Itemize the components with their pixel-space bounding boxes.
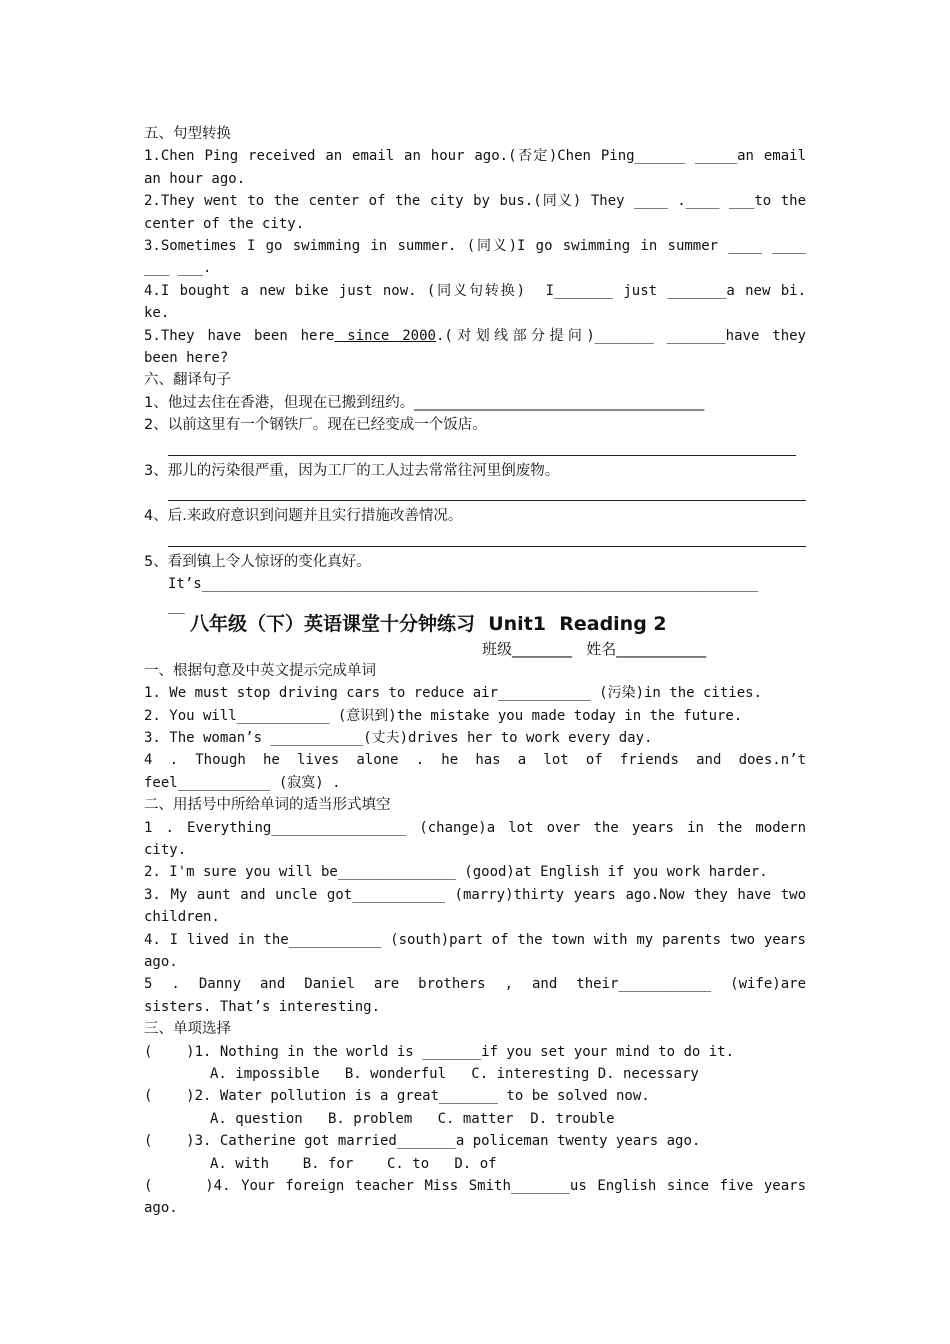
question-options: A. with B. for C. to D. of <box>210 1155 497 1172</box>
exercise-line: center of the city. <box>144 215 305 232</box>
exercise-line: feel___________ (寂寞) . <box>144 774 341 791</box>
question-stem: ( )3. Catherine got married_______a policeman twenty years ago. <box>144 1133 701 1150</box>
exercise-line: 3.Sometimes I go swimming in summer. (同义)I go swimming in summer ____ ____ <box>144 238 806 255</box>
question-stem: ( )2. Water pollution is a great_______ to be solved now. <box>144 1088 650 1105</box>
exercise-line: sisters. That’s interesting. <box>144 998 381 1015</box>
question-stem: ( )4. Your foreign teacher Miss Smith_______us English since five years <box>144 1178 806 1195</box>
question-options: A. impossible B. wonderful C. interesting D. necessary <box>210 1066 699 1083</box>
exercise-line: an hour ago. <box>144 170 246 187</box>
question-stem: ( )1. Nothing in the world is _______if you set your mind to do it. <box>144 1043 735 1060</box>
exercise-line: been here? <box>144 350 229 367</box>
section-heading: 二、用括号中所给单词的适当形式填空 <box>144 797 391 814</box>
answer-line[interactable] <box>168 482 806 501</box>
translation-answer: It’s__________________________________________________________________ <box>168 575 759 592</box>
answer-line[interactable] <box>168 528 806 547</box>
exercise-text: 5.They have been here <box>144 327 335 344</box>
exercise-line: 5 . Danny and Daniel are brothers , and their___________ (wife)are <box>144 976 806 993</box>
translation-item: 4、后.来政府意识到问题并且实行措施改善情况。 <box>144 508 463 525</box>
exercise-line: 1.Chen Ping received an email an hour ago.(否定)Chen Ping______ _____an email <box>144 148 806 165</box>
exercise-line: 4 . Though he lives alone . he has a lot of friends and does.n’t <box>144 752 806 769</box>
exercise-line: 2.They went to the center of the city by bus.(同义) They ____ .____ ___to the <box>144 193 806 210</box>
translation-item: 5、看到镇上令人惊讶的变化真好。 <box>144 553 371 570</box>
section-heading: 三、单项选择 <box>144 1021 231 1038</box>
exercise-line: 4. I lived in the___________ (south)part of the town with my parents two years <box>144 931 806 948</box>
exercise-line: 1. We must stop driving cars to reduce air___________ (污染)in the cities. <box>144 685 763 702</box>
translation-item: 2、以前这里有一个钢铁厂。现在已经变成一个饭店。 <box>144 417 487 434</box>
exercise-line: ke. <box>144 305 170 322</box>
worksheet-page <box>144 123 806 1220</box>
exercise-text: .(对划线部分提问)_______ _______have they <box>435 327 806 344</box>
exercise-line: 2. I'm sure you will be______________ (good)at English if you work harder. <box>144 864 768 881</box>
question-options: A. question B. problem C. matter D. trouble <box>210 1110 615 1127</box>
exercise-line: ago. <box>144 954 178 970</box>
section-heading: 六、翻译句子 <box>144 372 231 389</box>
underlined-phrase: since 2000 <box>334 327 436 344</box>
exercise-line <box>144 325 806 347</box>
answer-line[interactable] <box>168 437 796 456</box>
exercise-line: 3. The woman’s ___________(丈夫)drives her to work every day. <box>144 729 653 746</box>
translation-answer-tail: __ <box>168 598 185 615</box>
exercise-line: 2. You will___________ (意识到)the mistake you made today in the future. <box>144 707 743 724</box>
worksheet-title: 八年级（下）英语课堂十分钟练习 Unit1 Reading 2 <box>190 612 667 635</box>
class-name-fields: 班级________ 姓名____________ <box>482 639 707 658</box>
translation-item: 1、他过去住在香港，但现在已搬到纽约。________________________________________ <box>144 394 705 411</box>
question-stem-continued: ago. <box>144 1200 178 1217</box>
exercise-line: ___ ___. <box>144 260 212 277</box>
exercise-line: 1 . Everything________________ (change)a lot over the years in the modern <box>144 819 806 836</box>
section-heading: 五、句型转换 <box>144 126 231 142</box>
translation-item: 3、那儿的污染很严重，因为工厂的工人过去常常往河里倒废物。 <box>144 462 560 479</box>
exercise-line: 4.I bought a new bike just now. (同义句转换) I_______ just _______a new bi. <box>144 282 806 299</box>
exercise-line: children. <box>144 909 220 926</box>
exercise-line: 3. My aunt and uncle got___________ (marry)thirty years ago.Now they have two <box>144 886 806 903</box>
exercise-line: city. <box>144 841 187 858</box>
section-heading: 一、根据句意及中英文提示完成单词 <box>144 662 376 679</box>
